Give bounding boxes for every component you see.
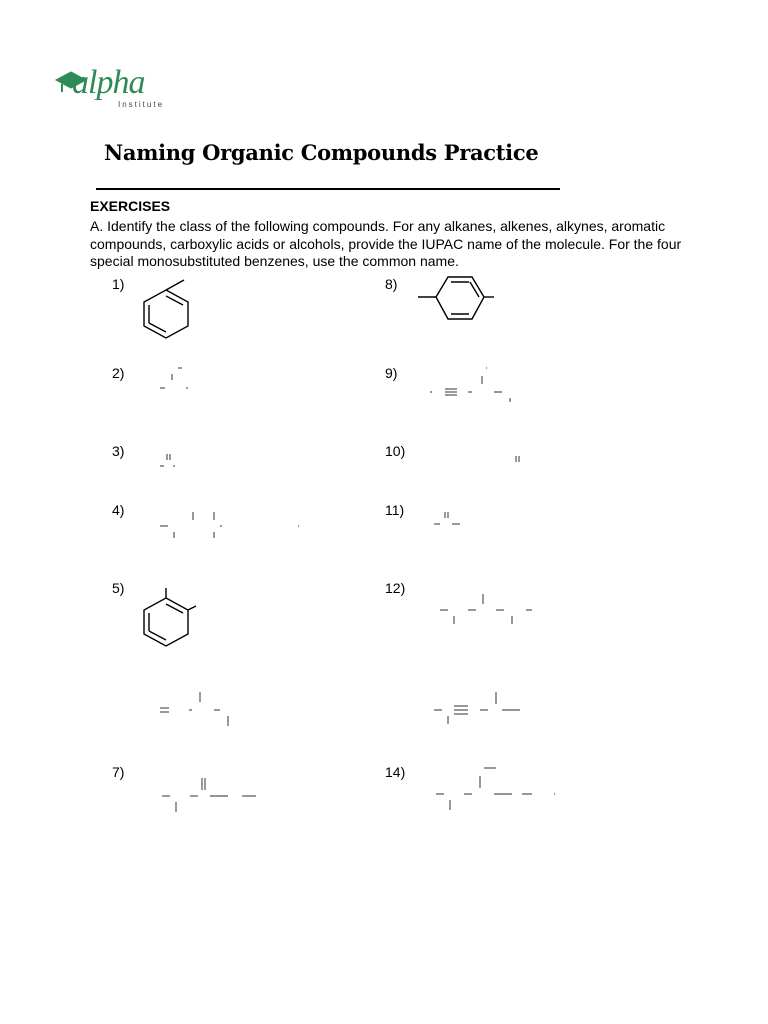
institute-logo	[52, 64, 182, 114]
structure-3	[158, 450, 188, 472]
structure-12	[436, 590, 546, 630]
structure-7	[158, 772, 268, 814]
structure-13	[432, 690, 532, 730]
structure-5-dimethylbenzene	[138, 588, 200, 652]
structure-14	[432, 766, 562, 812]
question-number-5: 5)	[112, 580, 125, 596]
logo-name: alpha	[72, 64, 145, 101]
structure-1-toluene	[138, 280, 198, 342]
structure-8-dimethylbenzene	[418, 275, 498, 325]
question-number-3: 3)	[112, 443, 125, 459]
section-heading: EXERCISES	[90, 198, 171, 214]
question-number-1: 1)	[112, 276, 125, 292]
structure-11	[432, 510, 468, 530]
question-number-4: 4)	[112, 502, 125, 518]
question-number-2: 2)	[112, 365, 125, 381]
structure-10	[510, 454, 530, 468]
structure-6	[158, 690, 238, 730]
question-number-11: 11)	[385, 502, 405, 518]
question-number-14: 14)	[385, 764, 406, 780]
structure-4	[158, 508, 308, 544]
question-number-12: 12)	[385, 580, 406, 596]
logo-subtitle: Institute	[118, 100, 165, 109]
structure-9	[428, 364, 518, 404]
question-number-8: 8)	[385, 276, 398, 292]
structure-2	[158, 364, 198, 394]
question-number-10: 10)	[385, 443, 406, 459]
question-number-9: 9)	[385, 365, 398, 381]
question-number-7: 7)	[112, 764, 125, 780]
title-underline	[96, 188, 560, 190]
instructions-paragraph: A. Identify the class of the following compounds. For any alkanes, alkenes, alkynes, aromatic compounds, carboxylic acids or alcohols, provide the IUPAC name of the molecule. For the four special monosubstituted benzenes, use the common name.	[90, 218, 682, 269]
page-title: Naming Organic Compounds Practice	[104, 140, 539, 165]
